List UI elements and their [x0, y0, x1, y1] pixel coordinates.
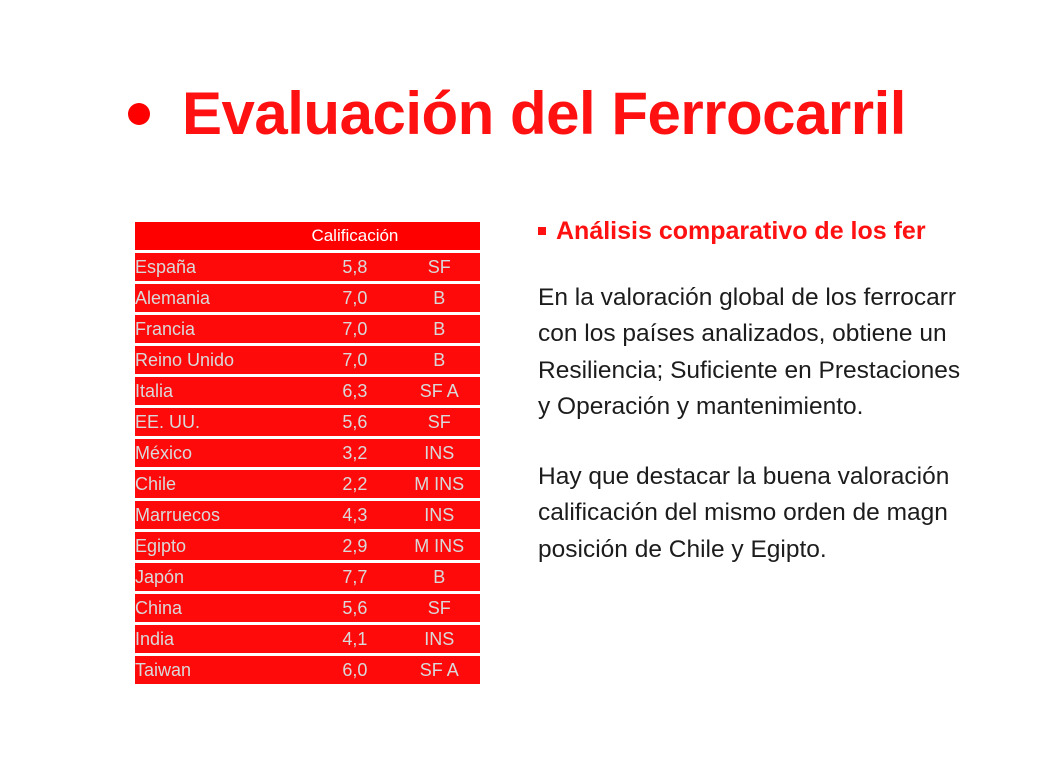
cell-grade: SF	[398, 594, 480, 622]
table-row	[135, 253, 480, 281]
table-row	[135, 656, 480, 684]
paragraph-line: Hay que destacar la buena valoración	[538, 463, 950, 490]
table-row	[135, 346, 480, 374]
cell-grade: B	[398, 563, 480, 591]
rating-table-grid	[135, 219, 480, 687]
cell-grade: B	[398, 284, 480, 312]
cell-score: 5,6	[311, 594, 398, 622]
cell-score: 2,2	[311, 470, 398, 498]
section-subheading-text: Análisis comparativo de los fer	[556, 217, 926, 245]
column-header-grade	[398, 222, 480, 250]
cell-country: EE. UU.	[135, 408, 311, 436]
cell-country: Francia	[135, 315, 311, 343]
cell-score: 7,7	[311, 563, 398, 591]
table-row	[135, 439, 480, 467]
column-header-country	[135, 222, 311, 250]
paragraph-line: y Operación y mantenimiento.	[538, 392, 864, 420]
cell-score: 3,2	[311, 439, 398, 467]
cell-grade: SF	[398, 408, 480, 436]
cell-country: Italia	[135, 377, 311, 405]
table-row	[135, 501, 480, 529]
cell-grade: SF A	[398, 656, 480, 684]
cell-score: 7,0	[311, 284, 398, 312]
cell-score: 5,6	[311, 408, 398, 436]
cell-score: 4,1	[311, 625, 398, 653]
cell-grade: SF	[398, 253, 480, 281]
cell-score: 4,3	[311, 501, 398, 529]
paragraph-line: posición de Chile y Egipto.	[538, 535, 827, 563]
cell-grade: INS	[398, 501, 480, 529]
text-column	[538, 216, 1050, 568]
cell-country: México	[135, 439, 311, 467]
cell-grade: B	[398, 346, 480, 374]
page-title-text: Evaluación del Ferrocarril	[182, 80, 906, 147]
paragraph-global-valuation	[538, 280, 1050, 425]
cell-grade: M INS	[398, 532, 480, 560]
rating-table	[135, 219, 480, 687]
cell-grade: B	[398, 315, 480, 343]
table-body	[135, 253, 480, 684]
table-row	[135, 532, 480, 560]
cell-grade: SF A	[398, 377, 480, 405]
cell-country: Japón	[135, 563, 311, 591]
table-row	[135, 625, 480, 653]
paragraph-line: con los países analizados, obtiene un	[538, 320, 947, 348]
table-row	[135, 594, 480, 622]
paragraph-line: Resiliencia; Suficiente en Prestaciones	[538, 356, 961, 384]
table-row	[135, 315, 480, 343]
cell-score: 2,9	[311, 532, 398, 560]
table-row	[135, 408, 480, 436]
cell-score: 7,0	[311, 346, 398, 374]
cell-country: España	[135, 253, 311, 281]
table-header-row	[135, 222, 480, 250]
cell-grade: M INS	[398, 470, 480, 498]
bullet-dot-icon	[128, 103, 150, 125]
cell-country: Egipto	[135, 532, 311, 560]
table-row	[135, 377, 480, 405]
cell-score: 6,3	[311, 377, 398, 405]
table-header	[135, 222, 480, 250]
paragraph-line: calificación del mismo orden de magn	[538, 499, 948, 527]
cell-grade: INS	[398, 625, 480, 653]
cell-country: Taiwan	[135, 656, 311, 684]
page-title	[128, 82, 906, 145]
cell-score: 5,8	[311, 253, 398, 281]
table-row	[135, 284, 480, 312]
cell-country: Alemania	[135, 284, 311, 312]
cell-country: China	[135, 594, 311, 622]
paragraph-highlights	[538, 459, 1050, 568]
square-bullet-icon	[538, 227, 546, 235]
column-header-score: Calificación	[311, 222, 398, 250]
section-subheading	[538, 216, 1050, 246]
table-row	[135, 470, 480, 498]
cell-country: Chile	[135, 470, 311, 498]
cell-country: India	[135, 625, 311, 653]
cell-score: 7,0	[311, 315, 398, 343]
paragraph-line: En la valoración global de los ferrocarr	[538, 284, 957, 311]
cell-grade: INS	[398, 439, 480, 467]
cell-country: Reino Unido	[135, 346, 311, 374]
table-row	[135, 563, 480, 591]
cell-score: 6,0	[311, 656, 398, 684]
cell-country: Marruecos	[135, 501, 311, 529]
